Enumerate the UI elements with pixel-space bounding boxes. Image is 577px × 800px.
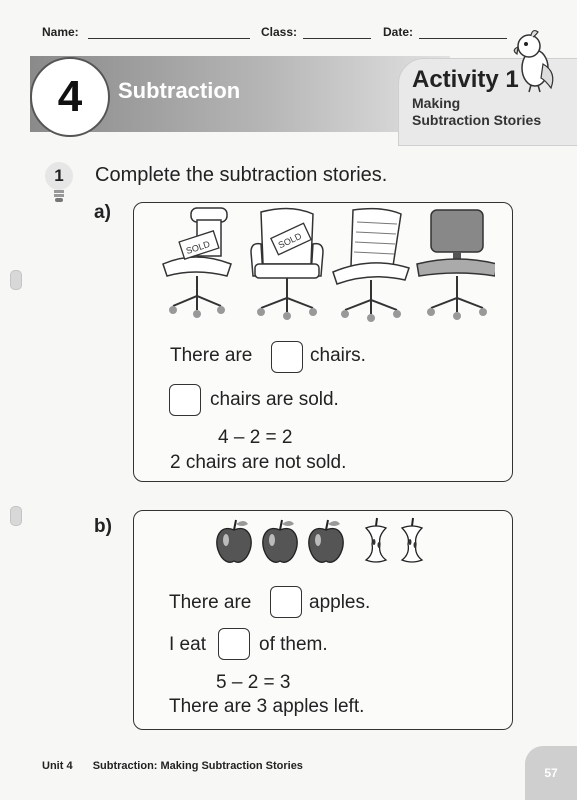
part-b-equation: 5 – 2 = 3 — [216, 672, 291, 693]
page-number: 57 — [525, 746, 577, 800]
class-label: Class: — [261, 25, 298, 39]
unit-title: Subtraction — [118, 78, 241, 103]
parrot-mascot-icon — [505, 28, 561, 94]
apple-illustrations — [212, 516, 432, 568]
punch-hole-bottom — [10, 506, 22, 526]
apple-core-icon — [366, 518, 386, 562]
part-b-line2-before: I eat — [169, 634, 206, 655]
footer-unit-label: Unit 4 — [42, 760, 73, 772]
part-a-line1-before: There are — [170, 345, 253, 366]
part-b-label: b) — [94, 516, 112, 537]
apple-icon — [309, 520, 343, 562]
lightbulb-icon — [49, 190, 69, 206]
question-instruction: Complete the subtraction stories. — [95, 164, 388, 186]
part-a-chairs-sold-box[interactable] — [169, 384, 201, 416]
question-number: 1 — [45, 162, 73, 190]
part-a-label: a) — [94, 202, 111, 223]
activity-subtitle — [412, 95, 541, 129]
activity-title: Activity 1 — [412, 66, 519, 93]
activity-subtitle-line2: Subtraction Stories — [412, 112, 542, 128]
sold-sign-2: SOLD — [276, 230, 304, 251]
activity-subtitle-line1: Making — [412, 95, 461, 111]
apple-icon — [263, 520, 297, 562]
office-chair-icon — [163, 208, 231, 318]
footer-unit-section — [42, 760, 303, 772]
part-b-conclusion: There are 3 apples left. — [169, 696, 365, 717]
ribbed-chair-icon — [333, 209, 409, 322]
footer-section-title: Subtraction: Making Subtraction Stories — [92, 760, 303, 772]
part-b-apples-eaten-box[interactable] — [218, 628, 250, 660]
unit-number: 4 — [30, 57, 110, 137]
armchair-icon — [251, 208, 323, 320]
class-field[interactable] — [303, 38, 371, 39]
part-b-line1-after: apples. — [309, 592, 371, 613]
apple-core-icon — [402, 518, 422, 562]
part-a-line1-after: chairs. — [310, 345, 366, 366]
part-b-line1-before: There are — [169, 592, 252, 613]
part-b-apples-total-box[interactable] — [270, 586, 302, 618]
date-label: Date: — [383, 25, 414, 39]
part-a-chairs-total-box[interactable] — [271, 341, 303, 373]
part-b-line2-after: of them. — [259, 634, 328, 655]
chair-illustrations — [155, 206, 495, 326]
sold-sign-1: SOLD — [184, 238, 212, 256]
part-a-equation: 4 – 2 = 2 — [218, 427, 293, 448]
name-label: Name: — [42, 25, 79, 39]
task-chair-icon — [417, 210, 495, 320]
name-field[interactable] — [88, 38, 250, 39]
part-a-conclusion: 2 chairs are not sold. — [170, 452, 347, 473]
part-a-line2-after: chairs are sold. — [210, 389, 339, 410]
date-field[interactable] — [419, 38, 507, 39]
apple-icon — [217, 520, 251, 562]
punch-hole-top — [10, 270, 22, 290]
